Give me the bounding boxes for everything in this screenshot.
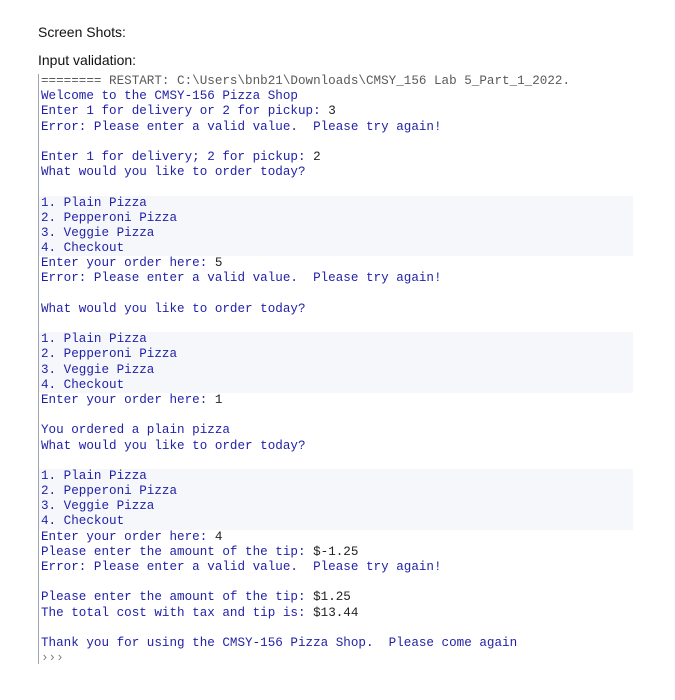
order-input-2: 1: [214, 392, 223, 407]
restart-line: ======== RESTART: C:\Users\bnb21\Downloads\CMSY_156 Lab 5_Part_1_2022.: [41, 74, 571, 88]
heading-screen-shots: Screen Shots:: [38, 24, 126, 40]
tip-prompt-2: Please enter the amount of the tip:: [41, 590, 314, 605]
delivery-prompt-line-2: [39, 150, 639, 165]
tip-prompt-line-1: [39, 545, 639, 560]
heading-input-validation: Input validation:: [38, 52, 137, 68]
menu-item: 4. Checkout: [41, 241, 125, 256]
order-prompt-2: Enter your order here:: [41, 392, 215, 407]
welcome-line: Welcome to the CMSY-156 Pizza Shop: [41, 89, 298, 104]
order-input-1: 5: [214, 256, 223, 271]
menu-item: 4. Checkout: [41, 514, 125, 529]
order-prompt-3: Enter your order here:: [41, 529, 215, 544]
tip-input-1: $-1.25: [313, 544, 359, 559]
delivery-input-1: 3: [328, 104, 336, 119]
order-prompt-line-2: [39, 393, 639, 408]
blank-line: [39, 621, 639, 636]
order-prompt-1: Enter your order here:: [41, 256, 215, 271]
order-question-2: What would you like to order today?: [41, 301, 306, 316]
order-input-3: 4: [214, 529, 223, 544]
blank-line: [39, 575, 639, 590]
blank-line: [39, 287, 639, 302]
blank-line: [39, 408, 639, 423]
menu-item: 1. Plain Pizza: [41, 332, 147, 347]
total-cost-label: The total cost with tax and tip is:: [41, 605, 314, 620]
tip-input-2: $1.25: [313, 590, 351, 605]
order-question-1: What would you like to order today?: [41, 165, 306, 180]
error-line-2: Error: Please enter a valid value. Please try again!: [41, 271, 442, 286]
menu-block-1: [39, 196, 633, 257]
menu-item: 1. Plain Pizza: [41, 468, 147, 483]
menu-block-3: [39, 469, 633, 530]
delivery-prompt-1: Enter 1 for delivery or 2 for pickup:: [41, 104, 329, 119]
blank-line: [39, 317, 639, 332]
blank-line: [39, 454, 639, 469]
delivery-prompt-line-1: [39, 104, 639, 119]
menu-block-2: [39, 332, 633, 393]
delivery-input-2: 2: [313, 149, 321, 164]
blank-line: [39, 180, 639, 195]
menu-item: 3. Veggie Pizza: [41, 225, 155, 240]
error-line-3: Error: Please enter a valid value. Please try again!: [41, 560, 442, 574]
menu-item: 2. Pepperoni Pizza: [41, 210, 178, 225]
menu-item: 2. Pepperoni Pizza: [41, 347, 178, 362]
order-prompt-line-1: [39, 256, 639, 271]
tip-prompt-1: Please enter the amount of the tip:: [41, 544, 314, 559]
blank-line: [39, 135, 639, 150]
delivery-prompt-2: Enter 1 for delivery; 2 for pickup:: [41, 149, 314, 164]
menu-item: 1. Plain Pizza: [41, 195, 147, 210]
error-line-1: Error: Please enter a valid value. Please try again!: [41, 119, 442, 134]
menu-item: 4. Checkout: [41, 377, 125, 392]
order-prompt-line-3: [39, 530, 639, 545]
prompt-chevrons-icon: ›››: [41, 651, 64, 664]
ordered-plain-line: You ordered a plain pizza: [41, 423, 230, 438]
menu-item: 3. Veggie Pizza: [41, 499, 155, 514]
total-cost-value: $13.44: [313, 605, 359, 620]
python-shell-output: [38, 74, 639, 664]
tip-prompt-line-2: [39, 590, 639, 605]
thank-you-line: Thank you for using the CMSY-156 Pizza Shop. Please come again: [41, 635, 518, 650]
order-question-3: What would you like to order today?: [41, 438, 306, 453]
menu-item: 2. Pepperoni Pizza: [41, 484, 178, 499]
total-cost-line: [39, 606, 639, 621]
menu-item: 3. Veggie Pizza: [41, 362, 155, 377]
